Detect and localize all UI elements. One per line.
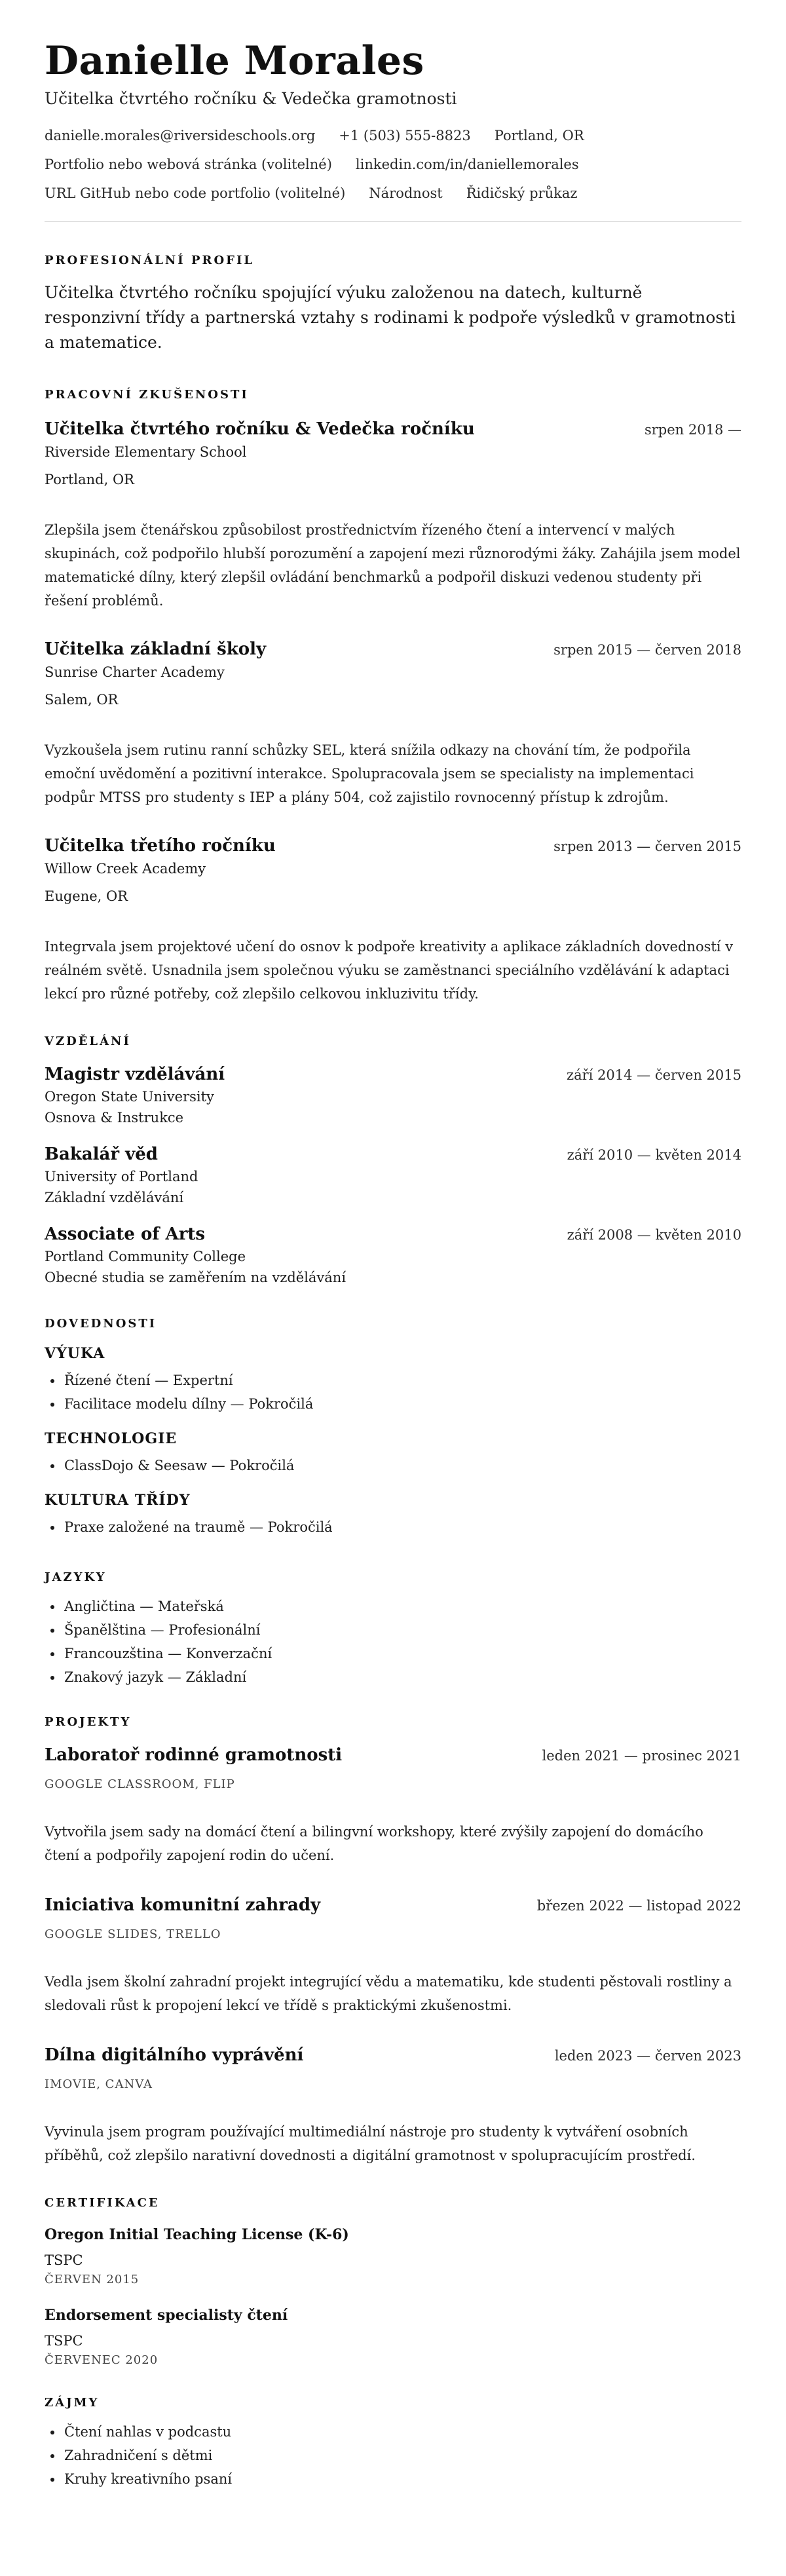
education-dates: září 2010 — květen 2014 bbox=[567, 1147, 741, 1163]
profile-section bbox=[45, 254, 741, 355]
project-name: Laboratoř rodinné gramotnosti bbox=[45, 1745, 343, 1765]
certification-name: Endorsement specialisty čtení bbox=[45, 2307, 288, 2324]
project-entry bbox=[45, 2043, 741, 2167]
section-title: PRACOVNÍ ZKUŠENOSTI bbox=[45, 388, 249, 402]
field-of-study: Osnova & Instrukce bbox=[45, 1110, 184, 1126]
interest-list bbox=[45, 2420, 741, 2491]
project-dates: leden 2023 — červen 2023 bbox=[554, 2048, 741, 2064]
projects-section bbox=[45, 1715, 741, 2167]
education-entry bbox=[45, 1063, 741, 1128]
job-employer: Riverside Elementary School bbox=[45, 444, 247, 460]
experience-section bbox=[45, 388, 741, 1006]
school: Portland Community College bbox=[45, 1249, 246, 1264]
interests-section bbox=[45, 2396, 741, 2491]
certification-name: Oregon Initial Teaching License (K-6) bbox=[45, 2226, 349, 2243]
job-dates: srpen 2013 — červen 2015 bbox=[553, 839, 741, 854]
skill-item: • Praxe založené na traumě — Pokročilá bbox=[63, 1515, 741, 1539]
project-name: Iniciativa komunitní zahrady bbox=[45, 1895, 321, 1915]
interest-item: • Čtení nahlas v podcastu bbox=[63, 2420, 741, 2444]
skill-item: • Facilitace modelu dílny — Pokročilá bbox=[63, 1392, 741, 1416]
interest-item: • Kruhy kreativního psaní bbox=[63, 2467, 741, 2491]
project-entry bbox=[45, 1743, 741, 1867]
linkedin-link[interactable]: linkedin.com/in/daniellemorales bbox=[355, 157, 579, 172]
section-title: PROFESIONÁLNÍ PROFIL bbox=[45, 254, 255, 267]
contact-phone[interactable]: +1 (503) 555-8823 bbox=[339, 128, 471, 143]
project-description: Vyvinula jsem program používající multimediální nástroje pro studenty k vytváření osobních příběhů, což zlepšilo narativní dovednosti a digitální gramotnost v spolupracujícím prostředí. bbox=[45, 2124, 696, 2163]
project-tech: IMOVIE, CANVA bbox=[45, 2077, 153, 2091]
project-description: Vytvořila jsem sady na domácí čtení a bilingvní workshopy, které zvýšily zapojení do domácího čtení a podpořily zapojení rodin do učení. bbox=[45, 1824, 703, 1863]
languages-section bbox=[45, 1570, 741, 1689]
certification-entry bbox=[45, 2305, 741, 2367]
skill-group-title: KULTURA TŘÍDY bbox=[45, 1492, 191, 1509]
language-item: • Angličtina — Mateřská bbox=[63, 1595, 741, 1618]
education-dates: září 2014 — červen 2015 bbox=[567, 1067, 741, 1083]
job-dates: srpen 2018 — bbox=[644, 422, 741, 438]
skills-section bbox=[45, 1317, 741, 1539]
job-employer: Willow Creek Academy bbox=[45, 861, 206, 877]
education-entry bbox=[45, 1143, 741, 1208]
section-title: JAZYKY bbox=[45, 1570, 107, 1584]
language-list bbox=[45, 1595, 741, 1689]
profile-summary: Učitelka čtvrtého ročníku spojující výuku založenou na datech, kulturně responzivní třídy a partnerská vztahy s rodinami k podpoře výsledků v gramotnosti a matematice. bbox=[45, 283, 736, 352]
job-description: Vyzkoušela jsem rutinu ranní schůzky SEL, která snížila odkazy na chování tím, že podpořila emoční uvědomění a pozitivní interakce. Spolupracovala jsem se specialisty na implementaci podpůr MTSS pro studenty s IEP a plány 504, což zajistilo rovnocenný přístup k zdrojům. bbox=[45, 742, 694, 805]
project-dates: březen 2022 — listopad 2022 bbox=[536, 1898, 741, 1914]
field-of-study: Obecné studia se zaměřením na vzdělávání bbox=[45, 1270, 346, 1285]
contact-row bbox=[45, 126, 741, 145]
field-of-study: Základní vzdělávání bbox=[45, 1190, 184, 1205]
interest-item: • Zahradničení s dětmi bbox=[63, 2444, 741, 2467]
section-title: VZDĚLÁNÍ bbox=[45, 1034, 131, 1048]
certification-date: ČERVEN 2015 bbox=[45, 2273, 140, 2286]
language-item: • Francouzština — Konverzační bbox=[63, 1642, 741, 1665]
degree: Associate of Arts bbox=[45, 1224, 206, 1244]
job-location: Eugene, OR bbox=[45, 888, 128, 904]
certification-entry bbox=[45, 2224, 741, 2286]
certification-issuer: TSPC bbox=[45, 2252, 83, 2268]
project-tech: GOOGLE SLIDES, TRELLO bbox=[45, 1927, 221, 1941]
project-tech: GOOGLE CLASSROOM, FLIP bbox=[45, 1777, 235, 1791]
project-name: Dílna digitálního vyprávění bbox=[45, 2045, 304, 2065]
language-item: • Španělština — Profesionální bbox=[63, 1618, 741, 1642]
language-item: • Znakový jazyk — Základní bbox=[63, 1665, 741, 1689]
skill-group-title: TECHNOLOGIE bbox=[45, 1430, 178, 1447]
skill-item: • Řízené čtení — Expertní bbox=[63, 1369, 741, 1392]
certifications-section bbox=[45, 2196, 741, 2367]
skill-list bbox=[45, 1454, 741, 1477]
nationality: Národnost bbox=[369, 185, 443, 201]
section-title: ZÁJMY bbox=[45, 2396, 100, 2410]
degree: Magistr vzdělávání bbox=[45, 1065, 225, 1084]
github-link[interactable]: URL GitHub nebo code portfolio (volitelné) bbox=[45, 185, 346, 201]
project-description: Vedla jsem školní zahradní projekt integrující vědu a matematiku, kde studenti pěstovali rostliny a sledovali růst k propojení lekcí ve třídě s praktickými zkušenostmi. bbox=[45, 1974, 732, 2013]
degree: Bakalář věd bbox=[45, 1145, 158, 1164]
certification-date: ČERVENEC 2020 bbox=[45, 2353, 159, 2367]
school: Oregon State University bbox=[45, 1089, 214, 1105]
school: University of Portland bbox=[45, 1169, 198, 1184]
section-title: PROJEKTY bbox=[45, 1715, 132, 1729]
job-entry bbox=[45, 637, 741, 809]
job-description: Integrvala jsem projektové učení do osnov k podpoře kreativity a aplikace základních dovedností v reálném světě. Usnadnila jsem společnou výuku se zaměstnanci speciálního vzdělávání k adaptaci lekcí pro různé potřeby, což zlepšilo celkovou inkluzivitu třídy. bbox=[45, 939, 734, 1002]
certification-issuer: TSPC bbox=[45, 2333, 83, 2349]
job-employer: Sunrise Charter Academy bbox=[45, 664, 225, 680]
header-divider bbox=[45, 221, 741, 222]
job-location: Portland, OR bbox=[45, 472, 134, 487]
portfolio-link[interactable]: Portfolio nebo webová stránka (volitelné) bbox=[45, 157, 332, 172]
job-entry bbox=[45, 417, 741, 613]
skill-item: • ClassDojo & Seesaw — Pokročilá bbox=[63, 1454, 741, 1477]
contact-email[interactable]: danielle.morales@riversideschools.org bbox=[45, 128, 316, 143]
skill-list bbox=[45, 1515, 741, 1539]
skill-group-title: VÝUKA bbox=[45, 1345, 105, 1362]
job-title: Učitelka základní školy bbox=[45, 639, 267, 659]
candidate-headline: Učitelka čtvrtého ročníku & Vedečka gramotnosti bbox=[45, 89, 457, 108]
candidate-name: Danielle Morales bbox=[45, 38, 424, 84]
job-title: Učitelka čtvrtého ročníku & Vedečka ročníku bbox=[45, 419, 475, 439]
section-title: CERTIFIKACE bbox=[45, 2196, 160, 2210]
job-title: Učitelka třetího ročníku bbox=[45, 836, 276, 856]
driving-license: Řidičský průkaz bbox=[466, 185, 578, 201]
skill-list bbox=[45, 1369, 741, 1416]
project-entry bbox=[45, 1893, 741, 2017]
contact-location: Portland, OR bbox=[494, 128, 584, 143]
education-section bbox=[45, 1034, 741, 1288]
education-dates: září 2008 — květen 2010 bbox=[567, 1227, 741, 1243]
education-entry bbox=[45, 1222, 741, 1288]
job-entry bbox=[45, 834, 741, 1006]
job-dates: srpen 2015 — červen 2018 bbox=[553, 642, 741, 658]
links-row bbox=[45, 155, 741, 174]
job-location: Salem, OR bbox=[45, 692, 119, 708]
section-title: DOVEDNOSTI bbox=[45, 1317, 157, 1331]
project-dates: leden 2021 — prosinec 2021 bbox=[542, 1748, 741, 1764]
job-description: Zlepšila jsem čtenářskou způsobilost prostřednictvím řízeného čtení a intervencí v malých skupinách, což podpořilo hlubší porozumění a zapojení mezi různorodými žáky. Zahájila jsem model matematické dílny, který zlepšil ovládání benchmarků a podpořil diskuzi vedenou studenty při řešení problémů. bbox=[45, 522, 741, 609]
extra-info-row bbox=[45, 183, 741, 203]
